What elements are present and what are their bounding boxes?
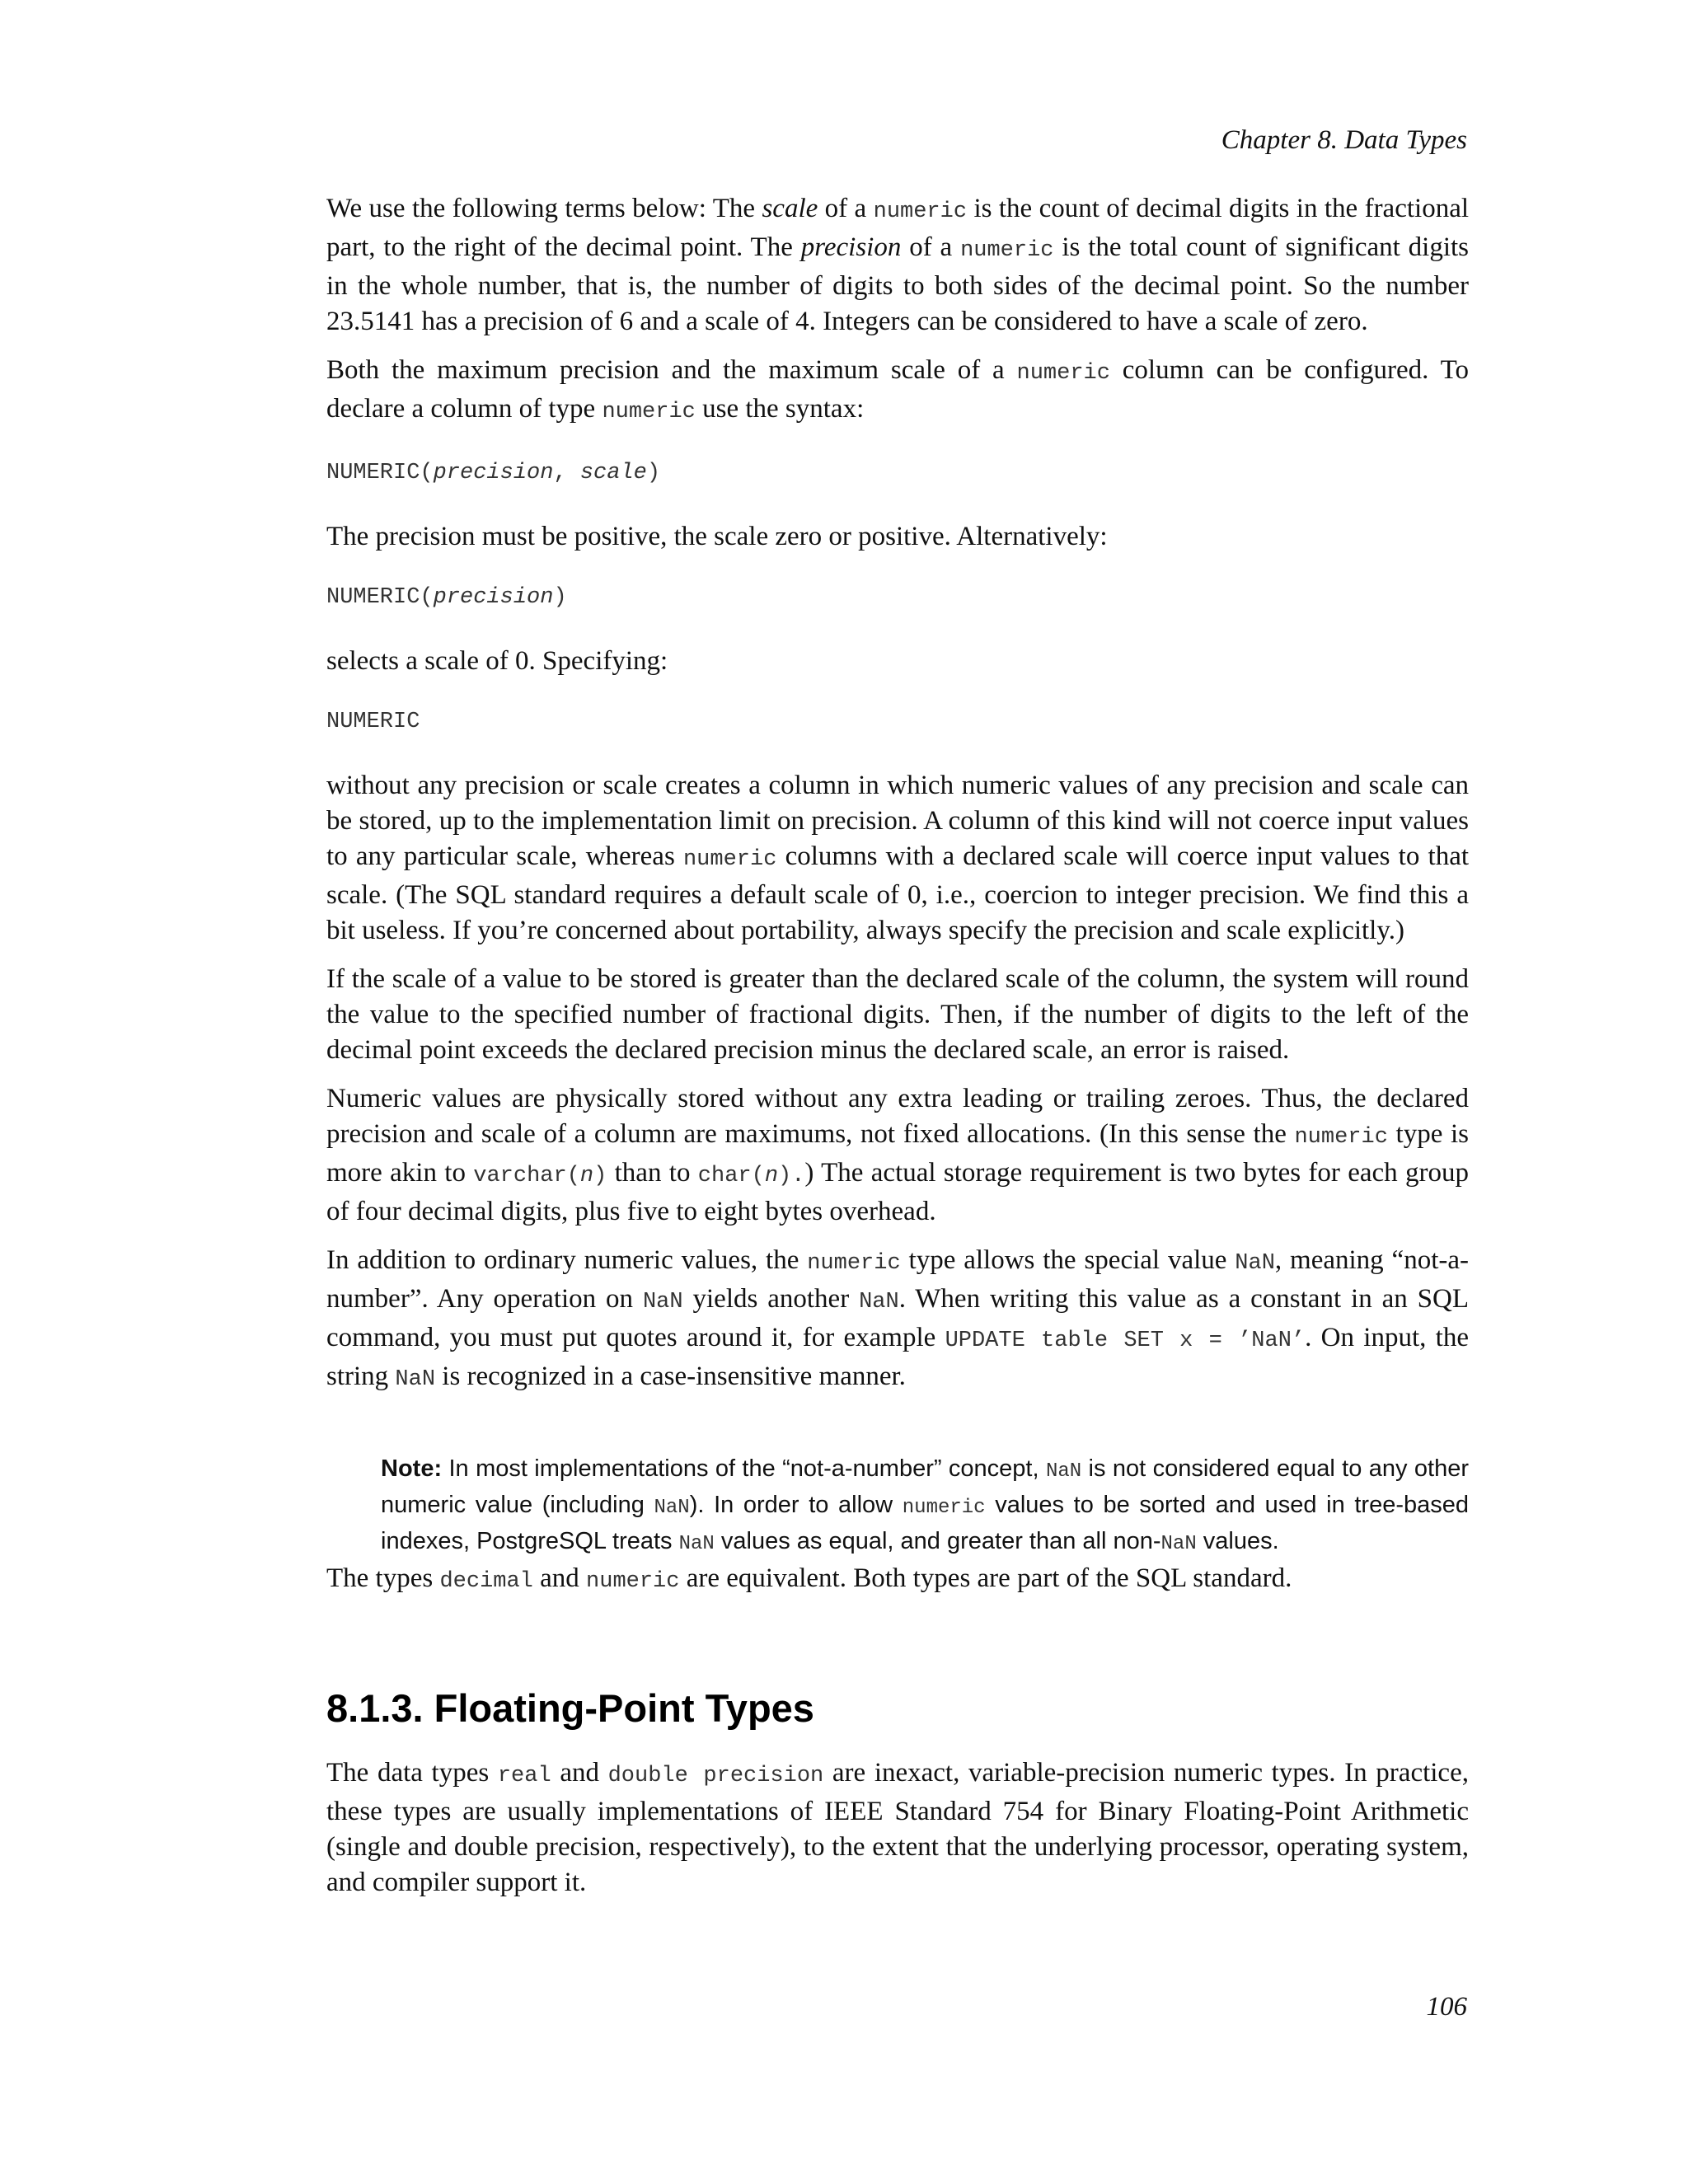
inline-code: numeric bbox=[807, 1251, 901, 1276]
code-arg: precision bbox=[433, 585, 554, 610]
inline-code: numeric bbox=[1294, 1125, 1388, 1150]
inline-code: NaN bbox=[654, 1497, 690, 1519]
code-text: ) bbox=[593, 1164, 607, 1188]
code-text: char( bbox=[697, 1164, 765, 1188]
text: is the total count of significant digits in the whole number, that is, the number of digits to both sides of the decimal point. So the number 23.5141 has a precision of 6 and a scale of 4. Integers can be considered to have a scale of zero. bbox=[326, 232, 1470, 336]
text: and bbox=[532, 1563, 587, 1593]
inline-code: NaN bbox=[859, 1290, 899, 1315]
inline-code: NaN bbox=[642, 1290, 683, 1315]
inline-code: NaN bbox=[1235, 1251, 1275, 1276]
text: values as equal, and greater than all non- bbox=[714, 1528, 1161, 1554]
code-arg: precision bbox=[433, 461, 554, 485]
inline-code: decimal bbox=[439, 1569, 533, 1594]
text: ). In order to allow bbox=[689, 1492, 903, 1518]
note-label: Note: bbox=[381, 1455, 443, 1482]
inline-code bbox=[698, 1164, 805, 1188]
text: column can be configured. To declare a column of type bbox=[326, 355, 1469, 424]
paragraph-storage bbox=[326, 1081, 1469, 1230]
text: type is more akin to bbox=[326, 1119, 1469, 1188]
inline-code: numeric bbox=[960, 238, 1054, 263]
paragraph-floating-point bbox=[326, 1755, 1469, 1900]
inline-code: NaN bbox=[678, 1533, 715, 1555]
text: use the syntax: bbox=[695, 394, 865, 424]
inline-code: real bbox=[497, 1764, 551, 1788]
paragraph-rounding: If the scale of a value to be stored is greater than the declared scale of the column, the system will round the value to the specified number of fractional digits. Then, if the number of digits to the left of the decimal point exceeds the declared precision minus the declared scale, an error is raised. bbox=[326, 964, 1469, 1065]
running-header: Chapter 8. Data Types bbox=[1221, 125, 1467, 155]
text: without any precision or scale creates a column in which numeric values of any precision and scale can be stored, up to the implementation limit on precision. A column of this kind will not coerce input values to any particular scale, whereas bbox=[326, 771, 1469, 871]
code-text: ) bbox=[553, 585, 567, 610]
text: of a bbox=[901, 232, 961, 262]
paragraph-decimal-numeric bbox=[326, 1561, 1469, 1600]
term-scale: scale bbox=[762, 194, 818, 223]
paragraph-without-precision bbox=[326, 768, 1469, 949]
text: is recognized in a case-insensitive manner. bbox=[435, 1361, 906, 1391]
paragraph-scale-precision bbox=[326, 191, 1469, 340]
text: In addition to ordinary numeric values, the bbox=[326, 1245, 808, 1275]
text: yields another bbox=[682, 1284, 860, 1314]
text: values. bbox=[1196, 1528, 1279, 1554]
code-text: ). bbox=[778, 1164, 805, 1188]
text: ) The actual storage requirement is two bytes for each group of four decimal digits, plus five to eight bytes overhead. bbox=[326, 1158, 1469, 1226]
text: We use the following terms below: The bbox=[326, 194, 762, 223]
code-numeric-precision bbox=[326, 584, 1469, 611]
text: . On input, the string bbox=[326, 1323, 1469, 1391]
inline-code: numeric bbox=[682, 847, 777, 872]
inline-code: UPDATE table SET x = ’NaN’ bbox=[945, 1329, 1306, 1353]
code-text: varchar( bbox=[473, 1164, 580, 1188]
inline-code: numeric bbox=[873, 199, 968, 224]
note-block bbox=[381, 1452, 1469, 1561]
inline-code: NaN bbox=[1160, 1533, 1197, 1555]
page-number: 106 bbox=[1426, 1992, 1467, 2022]
text: Both the maximum precision and the maximum scale of a bbox=[326, 355, 1017, 385]
page-content bbox=[326, 191, 1469, 1914]
inline-code: numeric bbox=[602, 400, 696, 424]
paragraph-precision-positive: The precision must be positive, the scale zero or positive. Alternatively: bbox=[326, 522, 1108, 551]
paragraph-nan bbox=[326, 1243, 1469, 1398]
text: In most implementations of the “not-a-number” concept, bbox=[442, 1455, 1046, 1482]
inline-code: numeric bbox=[586, 1569, 680, 1594]
inline-code: numeric bbox=[1016, 361, 1110, 386]
code-text: , bbox=[553, 461, 580, 485]
code-text: NUMERIC( bbox=[326, 461, 434, 485]
code-numeric-precision-scale bbox=[326, 460, 1469, 486]
text: values to be sorted and used in tree-based indexes, PostgreSQL treats bbox=[381, 1492, 1470, 1554]
inline-code bbox=[473, 1164, 607, 1188]
inline-code: double precision bbox=[607, 1764, 824, 1788]
text: The data types bbox=[326, 1758, 498, 1788]
text: is the count of decimal digits in the fractional part, to the right of the decimal point. The bbox=[326, 194, 1470, 262]
code-arg: n bbox=[764, 1164, 779, 1188]
text: The types bbox=[326, 1563, 440, 1593]
text: , meaning “not-a-number”. Any operation on bbox=[326, 1245, 1469, 1314]
inline-code: NaN bbox=[1045, 1460, 1082, 1483]
section-heading: 8.1.3. Floating-Point Types bbox=[326, 1686, 814, 1730]
paragraph-configure bbox=[326, 353, 1469, 430]
text: are equivalent. Both types are part of the SQL standard. bbox=[679, 1563, 1292, 1593]
code-arg: n bbox=[579, 1164, 594, 1188]
text: is not considered equal to any other numeric value (including bbox=[381, 1455, 1470, 1518]
code-text: NUMERIC( bbox=[326, 585, 434, 610]
text: than to bbox=[607, 1158, 698, 1188]
code-numeric: NUMERIC bbox=[326, 710, 420, 734]
text: columns with a declared scale will coerce input values to that scale. (The SQL standard requires a default scale of 0, i.e., coercion to integer precision. We find this a bit useless. If you’re concerned about portability, always specify the precision and scale explicitly.) bbox=[326, 841, 1470, 945]
text: are inexact, variable-precision numeric types. In practice, these types are usually implementations of IEEE Standard 754 for Binary Floating-Point Arithmetic (single and double precision, respectively), to the extent that the underlying processor, operating system, and compiler support it. bbox=[326, 1758, 1469, 1897]
text: of a bbox=[818, 194, 874, 223]
inline-code: numeric bbox=[902, 1497, 986, 1519]
inline-code: NaN bbox=[395, 1367, 436, 1392]
term-precision: precision bbox=[800, 232, 902, 262]
text: type allows the special value bbox=[900, 1245, 1236, 1275]
text: . When writing this value as a constant in an SQL command, you must put quotes around it, for example bbox=[326, 1284, 1470, 1352]
code-text: ) bbox=[646, 461, 661, 485]
text: and bbox=[551, 1758, 608, 1788]
code-arg: scale bbox=[579, 461, 647, 485]
paragraph-selects-scale: selects a scale of 0. Specifying: bbox=[326, 646, 668, 676]
text: Numeric values are physically stored without any extra leading or trailing zeroes. Thus, the declared precision and scale of a column are maximums, not fixed allocations. (In this sense the bbox=[326, 1084, 1469, 1149]
